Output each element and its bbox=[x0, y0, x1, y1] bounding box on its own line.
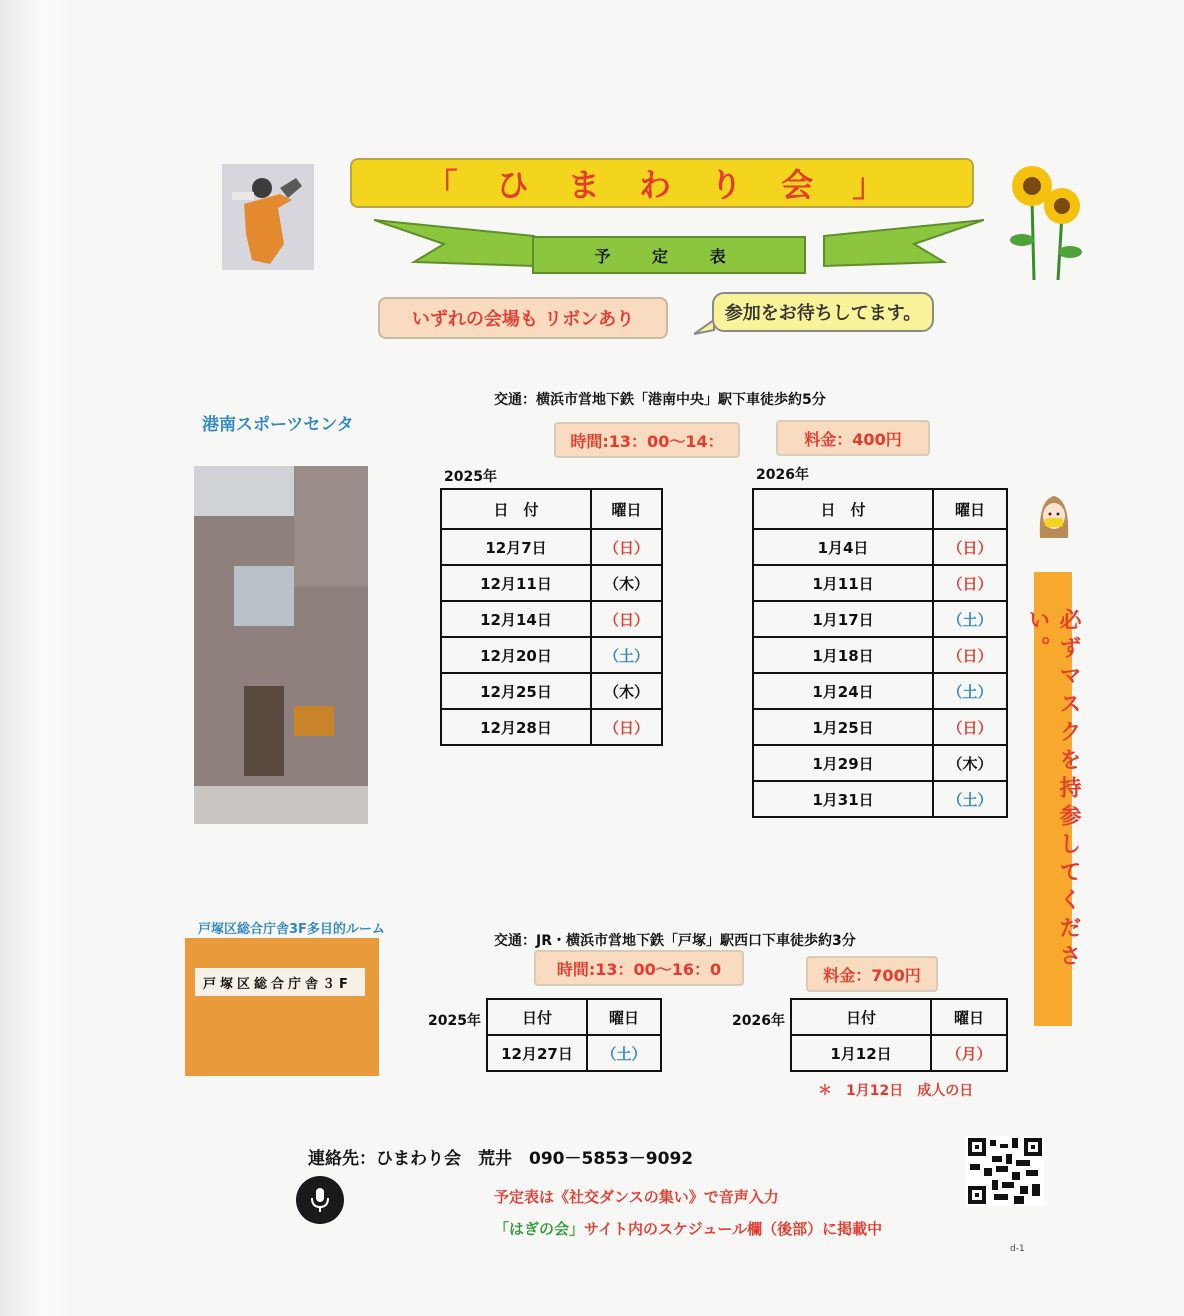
day-cell: （木） bbox=[591, 565, 662, 601]
table-row bbox=[441, 637, 662, 673]
table-header-row bbox=[441, 489, 662, 529]
date-cell: 12月14日 bbox=[441, 601, 591, 637]
day-cell: （日） bbox=[591, 529, 662, 565]
table-row bbox=[791, 1035, 1007, 1071]
voice-note: 予定表は《社交ダンスの集い》で音声入力 bbox=[494, 1188, 779, 1206]
qr-code[interactable] bbox=[966, 1136, 1044, 1206]
venue2-photo bbox=[185, 938, 379, 1076]
col-date-header: 日付 bbox=[791, 999, 931, 1035]
date-cell: 1月11日 bbox=[753, 565, 933, 601]
date-cell: 12月7日 bbox=[441, 529, 591, 565]
table-row bbox=[753, 565, 1007, 601]
col-day-header: 曜日 bbox=[591, 489, 662, 529]
venue2-fee: 料金：700円 bbox=[806, 956, 938, 992]
table-row bbox=[441, 673, 662, 709]
day-cell: （月） bbox=[931, 1035, 1007, 1071]
day-cell: （土） bbox=[591, 637, 662, 673]
venue2-name: 戸塚区総合庁舎3F多目的ルーム bbox=[198, 922, 385, 937]
day-cell: （土） bbox=[933, 673, 1007, 709]
date-cell: 12月27日 bbox=[487, 1035, 587, 1071]
table-header-row bbox=[791, 999, 1007, 1035]
date-cell: 1月29日 bbox=[753, 745, 933, 781]
holiday-footnote: ＊ 1月12日 成人の日 bbox=[818, 1083, 974, 1099]
table-row bbox=[753, 601, 1007, 637]
date-cell: 1月17日 bbox=[753, 601, 933, 637]
subtitle: 予 定 表 bbox=[594, 246, 744, 266]
col-day-header: 曜日 bbox=[931, 999, 1007, 1035]
date-cell: 1月25日 bbox=[753, 709, 933, 745]
venue2-access: 交通：JR・横浜市営地下鉄「戸塚」駅西口下車徒歩約3分 bbox=[494, 933, 856, 949]
table-row bbox=[753, 709, 1007, 745]
table-row bbox=[441, 709, 662, 745]
date-cell: 12月20日 bbox=[441, 637, 591, 673]
mask-notice-banner bbox=[1025, 572, 1081, 1026]
table-header-row bbox=[753, 489, 1007, 529]
day-cell: （土） bbox=[933, 601, 1007, 637]
table-row bbox=[753, 745, 1007, 781]
title-banner bbox=[350, 158, 974, 208]
date-cell: 12月28日 bbox=[441, 709, 591, 745]
day-cell: （日） bbox=[591, 709, 662, 745]
day-cell: （木） bbox=[591, 673, 662, 709]
col-day-header: 曜日 bbox=[587, 999, 661, 1035]
table-row bbox=[441, 565, 662, 601]
col-day-header: 曜日 bbox=[933, 489, 1007, 529]
site-note-rest: サイト内のスケジュール欄（後部）に掲載中 bbox=[584, 1220, 883, 1238]
day-cell: （日） bbox=[933, 529, 1007, 565]
col-date-header: 日 付 bbox=[441, 489, 591, 529]
day-cell: （日） bbox=[933, 637, 1007, 673]
venue1-access: 交通：横浜市営地下鉄「港南中央」駅下車徒歩約5分 bbox=[494, 392, 826, 408]
date-cell: 1月31日 bbox=[753, 781, 933, 817]
dancer-illustration bbox=[222, 164, 314, 270]
table-row bbox=[753, 637, 1007, 673]
site-name: 「はぎの会」 bbox=[494, 1220, 585, 1238]
mask-notice: 必ずマスクを持参してください。 bbox=[1025, 608, 1081, 972]
venue1-name: 港南スポーツセンタ bbox=[202, 415, 354, 435]
scan-edge bbox=[0, 0, 72, 1316]
date-cell: 1月24日 bbox=[753, 673, 933, 709]
site-note bbox=[494, 1218, 882, 1239]
ribbon-note: いずれの会場も リボンあり bbox=[378, 297, 668, 339]
contact-info: 連絡先：ひまわり会 荒井 090－5853－9092 bbox=[308, 1149, 694, 1169]
table-row bbox=[487, 1035, 661, 1071]
table-header-row bbox=[487, 999, 661, 1035]
venue1-photo bbox=[194, 466, 368, 824]
page-title: 「 ひ ま わ り 会 」 bbox=[425, 166, 899, 204]
venue2-year-2025: 2025年 bbox=[428, 1013, 481, 1029]
venue1-time: 時間:13：00～14： bbox=[554, 422, 740, 458]
table-row bbox=[753, 781, 1007, 817]
table-row bbox=[441, 601, 662, 637]
venue2-year-2026: 2026年 bbox=[732, 1013, 785, 1029]
subtitle-box bbox=[532, 236, 806, 274]
venue1-table-2026 bbox=[752, 488, 1008, 818]
sunflower-illustration bbox=[1004, 160, 1088, 280]
venue1-fee: 料金：400円 bbox=[776, 420, 930, 456]
venue1-year-2026: 2026年 bbox=[756, 467, 809, 483]
day-cell: （日） bbox=[933, 709, 1007, 745]
col-date-header: 日付 bbox=[487, 999, 587, 1035]
venue1-year-2025: 2025年 bbox=[444, 469, 497, 485]
col-date-header: 日 付 bbox=[753, 489, 933, 529]
page-code: d-1 bbox=[1010, 1244, 1025, 1254]
table-row bbox=[441, 529, 662, 565]
welcome-bubble: 参加をお待ちしてます。 bbox=[712, 292, 934, 332]
venue2-table-2025 bbox=[486, 998, 662, 1072]
day-cell: （日） bbox=[933, 565, 1007, 601]
venue2-photo-sign: 戸塚区総合庁舎３F bbox=[195, 968, 365, 996]
day-cell: （土） bbox=[587, 1035, 661, 1071]
venue2-time: 時間:13：00～16：0 bbox=[534, 950, 744, 986]
venue2-table-2026 bbox=[790, 998, 1008, 1072]
date-cell: 1月4日 bbox=[753, 529, 933, 565]
venue1-table-2025 bbox=[440, 488, 663, 746]
masked-girl-icon bbox=[1036, 490, 1072, 542]
day-cell: （木） bbox=[933, 745, 1007, 781]
table-row bbox=[753, 673, 1007, 709]
date-cell: 12月11日 bbox=[441, 565, 591, 601]
microphone-icon bbox=[296, 1176, 344, 1224]
date-cell: 12月25日 bbox=[441, 673, 591, 709]
date-cell: 1月18日 bbox=[753, 637, 933, 673]
day-cell: （土） bbox=[933, 781, 1007, 817]
date-cell: 1月12日 bbox=[791, 1035, 931, 1071]
day-cell: （日） bbox=[591, 601, 662, 637]
table-row bbox=[753, 529, 1007, 565]
